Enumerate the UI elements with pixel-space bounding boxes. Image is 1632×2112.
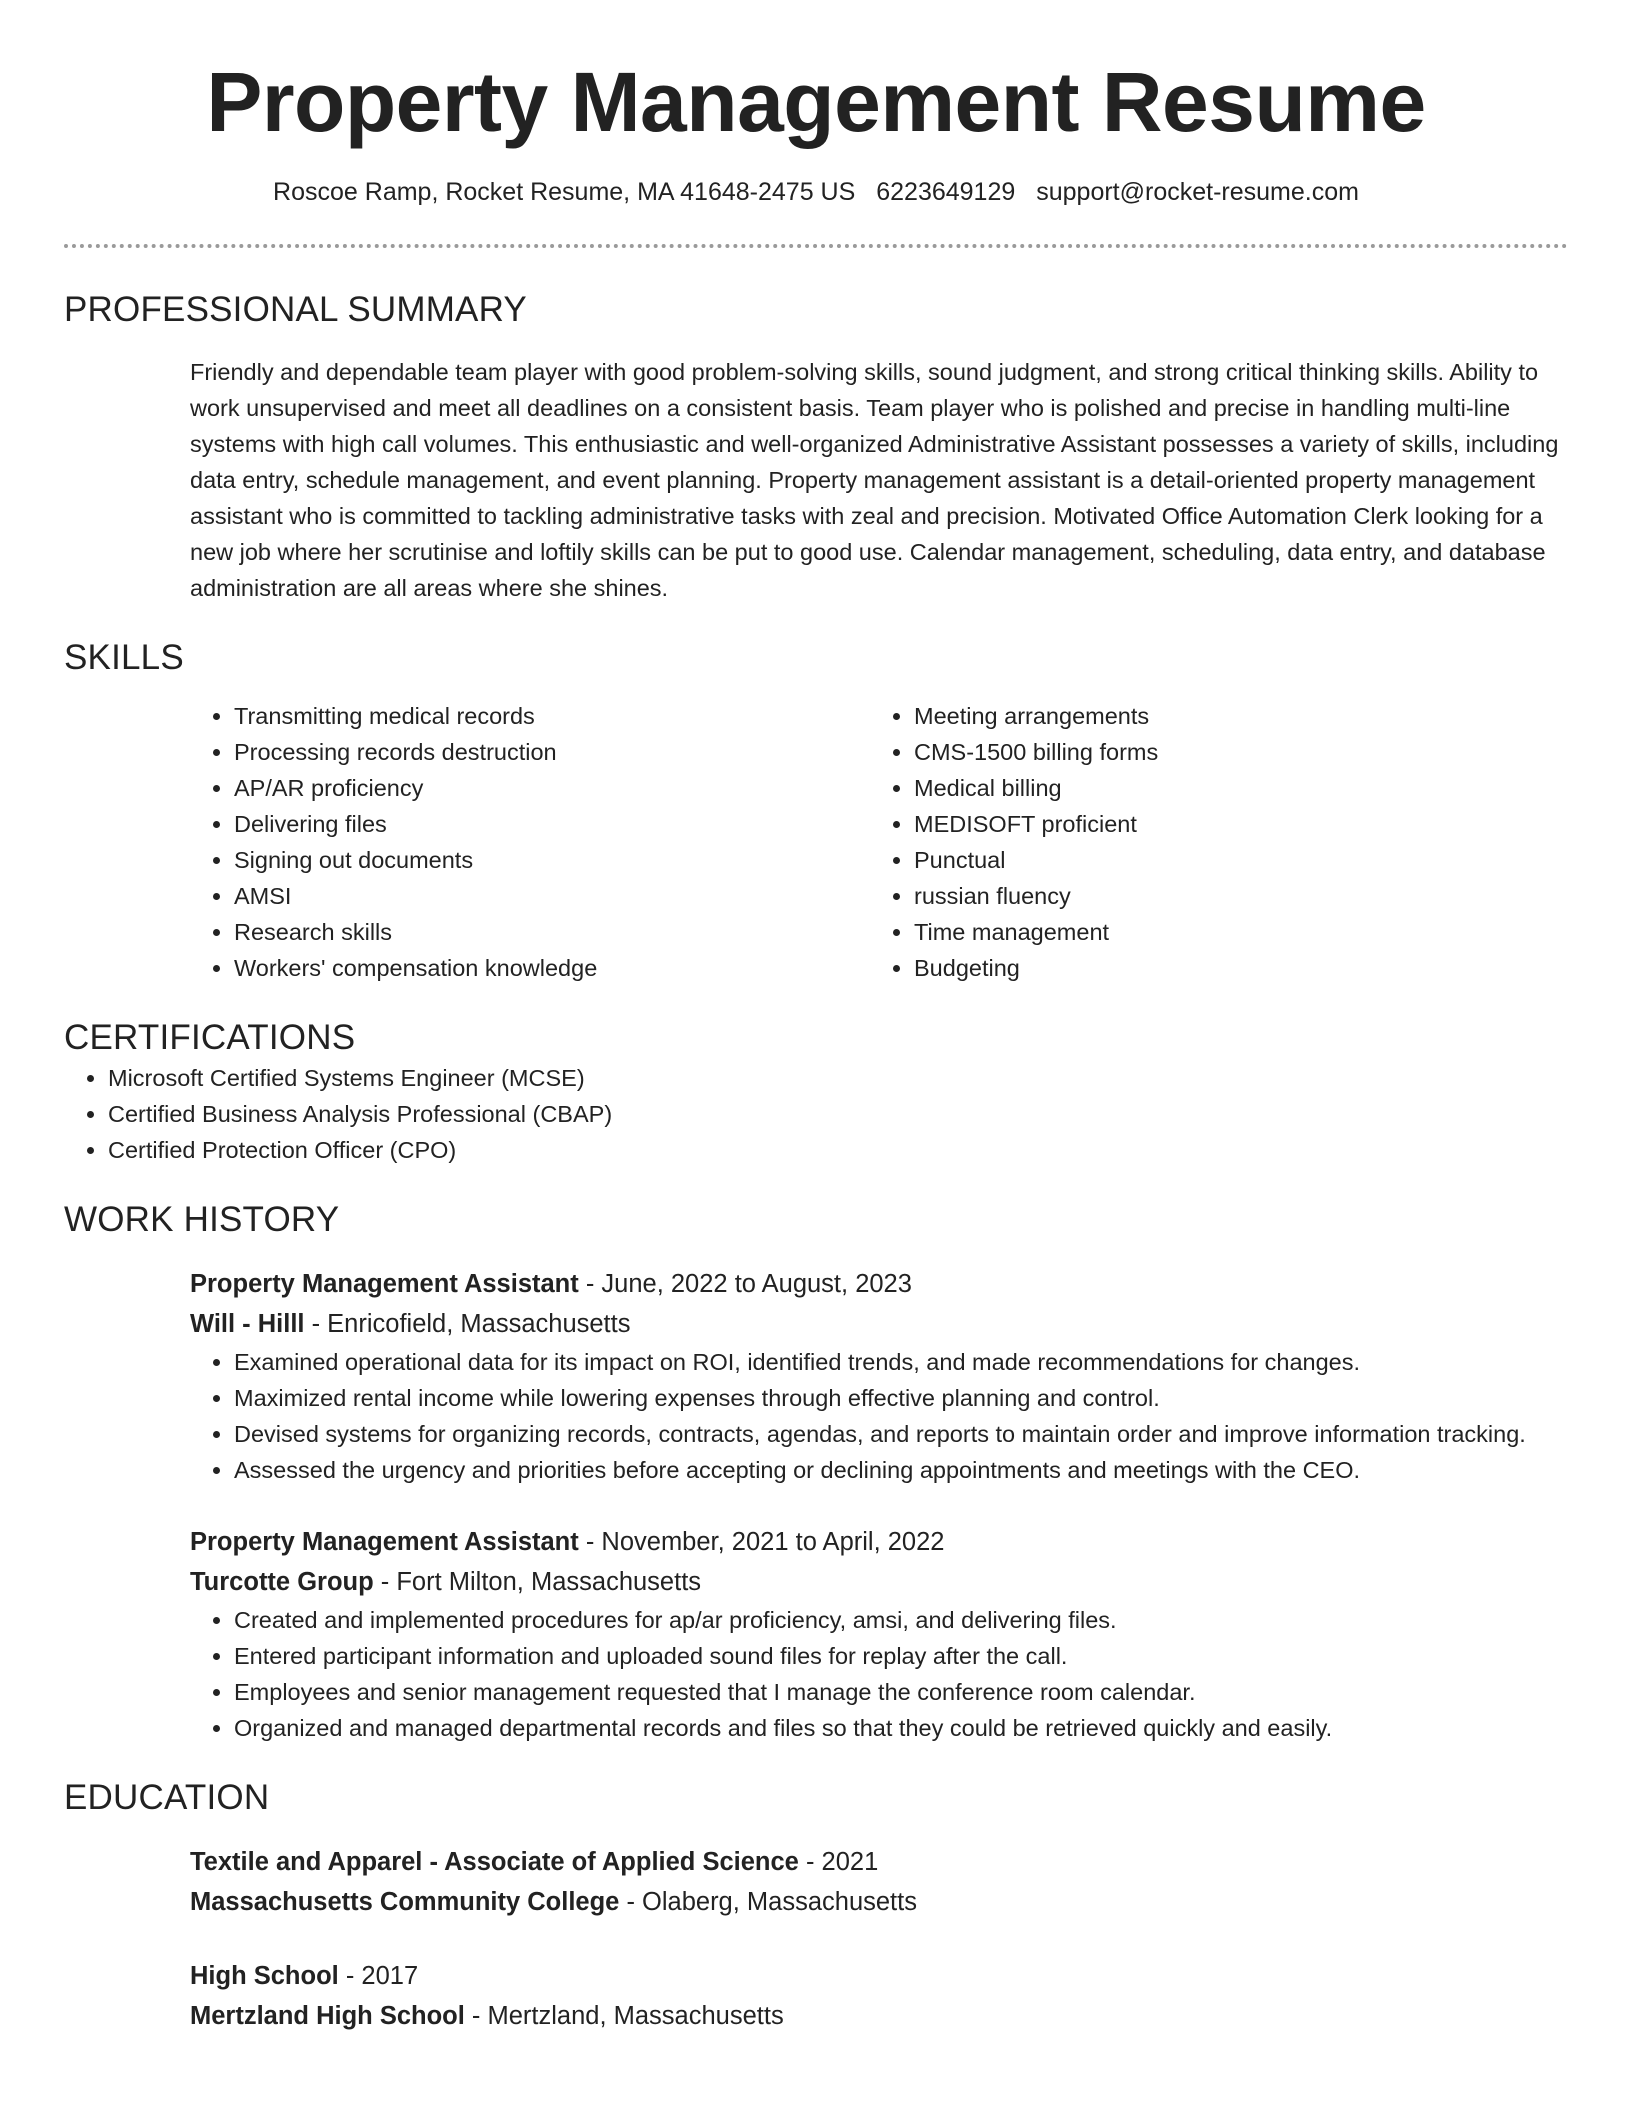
contact-address: Roscoe Ramp, Rocket Resume, MA 41648-2475 US [273,178,856,206]
resume-title: Property Management Resume [206,55,1426,149]
skill-item: • Workers' compensation knowledge [234,950,870,986]
skill-item: • Research skills [234,914,870,950]
job-bullet-list [190,1602,1568,1746]
education-entry [190,1842,1568,1922]
job-dates: - November, 2021 to April, 2022 [578,1528,945,1556]
education-year: - 2021 [798,1848,879,1876]
education-school: Mertzland High School [190,2002,465,2030]
certifications-list [64,1060,1568,1168]
job-bullet: • Assessed the urgency and priorities before accepting or declining appointments and meetings with the CEO. [234,1452,1568,1488]
education-degree-line [190,1956,1568,1996]
job-company-line [190,1562,1568,1602]
job-location: - Enricofield, Massachusetts [304,1310,631,1338]
skill-item: • Medical billing [914,770,1550,806]
summary-heading: PROFESSIONAL SUMMARY [64,290,527,329]
contact-phone: 6223649129 [876,178,1016,206]
skill-item: • russian fluency [914,878,1550,914]
skill-item: • Budgeting [914,950,1550,986]
education-school-line [190,1882,1568,1922]
skill-item: • Punctual [914,842,1550,878]
job-entry [190,1522,1568,1746]
certification-item: • Certified Business Analysis Professional (CBAP) [108,1096,1568,1132]
education-year: - 2017 [338,1962,419,1990]
resume-page [64,0,1568,2036]
education-location: - Mertzland, Massachusetts [464,2002,784,2030]
job-bullet: • Created and implemented procedures for ap/ar proficiency, amsi, and delivering files. [234,1602,1568,1638]
education-entry [190,1956,1568,2036]
job-title: Property Management Assistant [190,1270,579,1298]
job-title-line [190,1264,1568,1304]
job-bullet: • Devised systems for organizing records, contracts, agendas, and reports to maintain order and improve information tracking. [234,1416,1568,1452]
certification-item: • Microsoft Certified Systems Engineer (MCSE) [108,1060,1568,1096]
job-dates: - June, 2022 to August, 2023 [578,1270,912,1298]
job-bullet: • Maximized rental income while lowering expenses through effective planning and control. [234,1380,1568,1416]
education-degree: High School [190,1962,339,1990]
job-title: Property Management Assistant [190,1528,579,1556]
education-location: - Olaberg, Massachusetts [619,1888,917,1916]
skills-list-right [870,698,1550,986]
education-degree-line [190,1842,1568,1882]
skill-item: • AMSI [234,878,870,914]
job-bullet-list [190,1344,1568,1488]
education-school-line [190,1996,1568,2036]
skills-heading: SKILLS [64,638,184,677]
job-entry [190,1264,1568,1488]
certifications-heading: CERTIFICATIONS [64,1018,356,1057]
job-company: Will - Hilll [190,1310,305,1338]
skill-item: • Delivering files [234,806,870,842]
skill-item: • Time management [914,914,1550,950]
skill-item: • CMS-1500 billing forms [914,734,1550,770]
skill-item: • MEDISOFT proficient [914,806,1550,842]
work-history-heading: WORK HISTORY [64,1200,340,1239]
education-heading: EDUCATION [64,1778,270,1817]
skills-list-left [190,698,870,986]
contact-email: support@rocket-resume.com [1036,178,1359,206]
job-company-line [190,1304,1568,1344]
summary-text: Friendly and dependable team player with good problem-solving skills, sound judgment, and strong critical thinking skills. Ability to work unsupervised and meet all deadlines on a consistent basis. Team player who is polished and precise in handling multi-line systems with high call volumes. This enthusiastic and well-organized Administrative Assistant possesses a variety of skills, including data entry, schedule management, and event planning. Property management assistant is a detail-oriented property management assistant who is committed to tackling administrative tasks with zeal and precision. Motivated Office Automation Clerk looking for a new job where her scrutinise and loftily skills can be put to good use. Calendar management, scheduling, data entry, and database administration are all areas where she shines. [190,359,1559,601]
skill-item: • Transmitting medical records [234,698,870,734]
skills-column-left [190,698,870,986]
job-company: Turcotte Group [190,1568,374,1596]
job-title-line [190,1522,1568,1562]
job-bullet: • Entered participant information and uploaded sound files for replay after the call. [234,1638,1568,1674]
skills-column-right [870,698,1550,986]
header-divider [64,244,1568,248]
skill-item: • Meeting arrangements [914,698,1550,734]
certification-item: • Certified Protection Officer (CPO) [108,1132,1568,1168]
skills-grid [190,698,1568,986]
contact-line [64,176,1568,208]
education-degree: Textile and Apparel - Associate of Applied Science [190,1848,799,1876]
job-bullet: • Examined operational data for its impact on ROI, identified trends, and made recommendations for changes. [234,1344,1568,1380]
job-bullet: • Employees and senior management requested that I manage the conference room calendar. [234,1674,1568,1710]
job-bullet: • Organized and managed departmental records and files so that they could be retrieved quickly and easily. [234,1710,1568,1746]
education-school: Massachusetts Community College [190,1888,620,1916]
skill-item: • AP/AR proficiency [234,770,870,806]
skill-item: • Signing out documents [234,842,870,878]
skill-item: • Processing records destruction [234,734,870,770]
job-location: - Fort Milton, Massachusetts [373,1568,702,1596]
